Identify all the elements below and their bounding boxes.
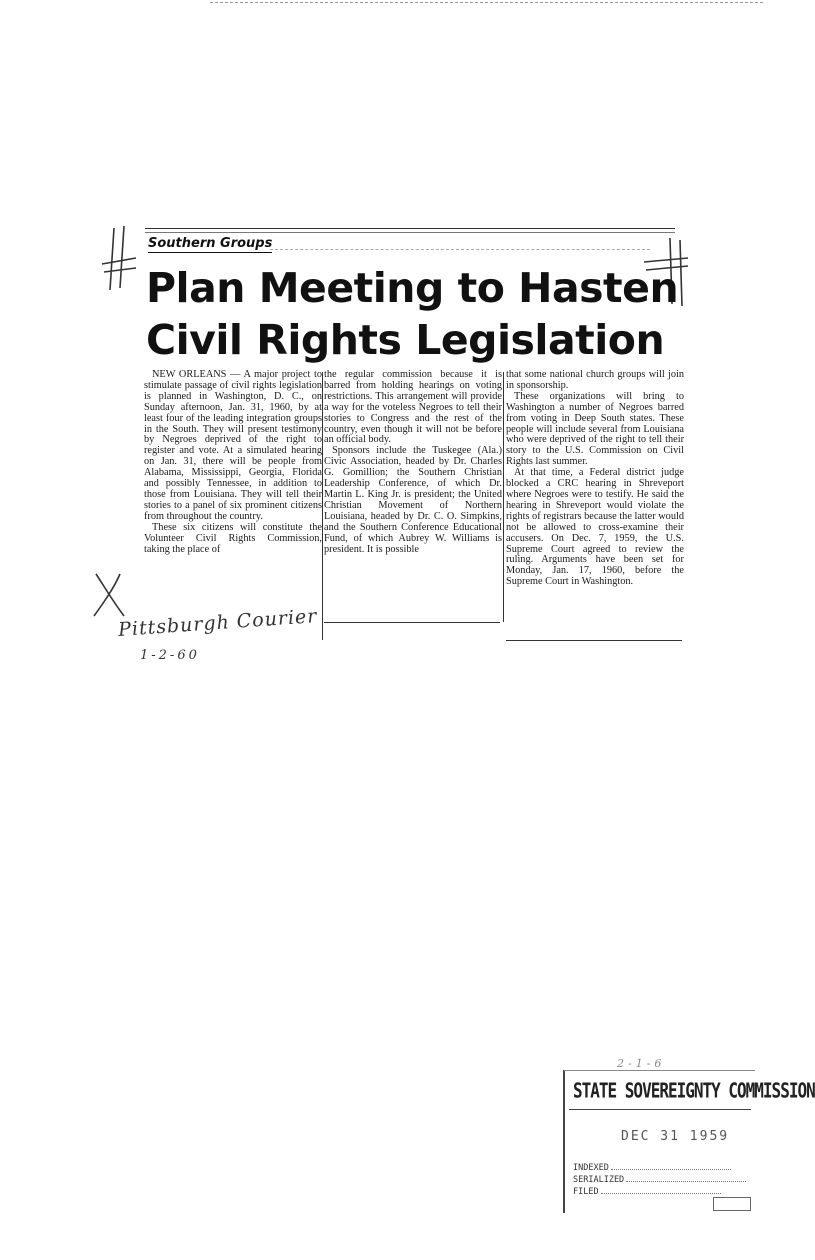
article-body bbox=[144, 370, 684, 642]
stamp-field-indexed bbox=[573, 1163, 731, 1173]
handwritten-source-note: Pittsburgh Courier bbox=[117, 605, 319, 641]
article-paragraph: Sponsors include the Tuskegee (Ala.) Civic Association, headed by Dr. Charles G. Gomillion; the Southern Christian Leadership Conference, of which Dr. Martin L. King Jr. is president; the United Christian Movement of Northern Louisiana, headed by Dr. C. O. Simpkins, and the Southern Conference Educational Fund, of which Aubrey W. Williams is president. It is possible bbox=[324, 445, 502, 555]
column-divider bbox=[322, 372, 323, 640]
handwritten-date-note: 1-2-60 bbox=[140, 648, 200, 663]
article-paragraph: that some national church groups will join in sponsorship. bbox=[506, 369, 684, 391]
column-bottom-rule bbox=[506, 640, 682, 641]
clipping-top-rule bbox=[145, 228, 675, 229]
commission-stamp bbox=[563, 1057, 815, 1213]
stamp-field-serialized bbox=[573, 1175, 746, 1185]
clipping-top-rule-thin bbox=[145, 232, 675, 233]
stamp-date: DEC 31 1959 bbox=[621, 1129, 730, 1144]
article-paragraph: These organizations will bring to Washington a number of Negroes barred from voting in Deep South states. These people will include several from Louisiana who were deprived of the right to tell their story to the U.S. Commission on Civil Rights last summer. bbox=[506, 390, 684, 468]
stamp-field-label: FILED bbox=[573, 1187, 599, 1197]
headline bbox=[146, 262, 686, 366]
headline-line-2: Civil Rights Legislation bbox=[146, 316, 665, 364]
column-bottom-rule bbox=[324, 622, 500, 623]
stamp-initial-box bbox=[713, 1197, 751, 1211]
article-paragraph: NEW ORLEANS — A major project to stimulate passage of civil rights legislation is planned in Washington, D. C., on Sunday afternoon, Jan. 31, 1960, by at least four of the leading integration groups in the South. They will present testimony by Negroes deprived of the right to register and vote. At a simulated hearing on Jan. 31, there will be people from Alabama, Mississippi, Georgia, Florida and possibly Tennessee, in addition to those from Louisiana. They will tell their stories to a panel of six prominent citizens from throughout the country. bbox=[144, 369, 322, 522]
headline-line-1: Plan Meeting to Hasten bbox=[146, 264, 679, 312]
article-paragraph: At that time, a Federal district judge blocked a CRC hearing in Shreveport where Negroes were to testify. He said the hearing in Shreveport would violate the rights of registrars because the latter would not be allowed to cross-examine their accusers. On Dec. 7, 1959, the U.S. Supreme Court agreed to review the ruling. Arguments have been set for Monday, Jan. 17, 1960, before the Supreme Court in Washington. bbox=[506, 467, 684, 588]
stamp-field-label: SERIALIZED bbox=[573, 1175, 625, 1185]
article-paragraph: These six citizens will constitute the Volunteer Civil Rights Commission, taking the place of bbox=[144, 521, 322, 555]
section-kicker: Southern Groups bbox=[148, 236, 273, 251]
stamp-title: STATE SOVEREIGNTY COMMISSION bbox=[573, 1078, 815, 1103]
stamp-field-filed bbox=[573, 1187, 721, 1197]
handwritten-x-mark bbox=[90, 570, 130, 620]
stamp-field-label: INDEXED bbox=[573, 1163, 609, 1173]
article-column-3 bbox=[506, 370, 684, 588]
handwritten-hash-mark-left bbox=[100, 224, 140, 294]
stamp-scribble: 2-1-6 bbox=[617, 1057, 666, 1070]
kicker-dotted-line bbox=[270, 249, 650, 250]
article-column-2 bbox=[324, 370, 502, 555]
article-column-1 bbox=[144, 370, 322, 555]
article-paragraph: the regular commission because it is barred from holding hearings on voting restrictions. This arrangement will provide a way for the voteless Negroes to tell their stories to Congress and the rest of the country, even though it will not be before an official body. bbox=[324, 369, 502, 446]
stamp-rule bbox=[569, 1109, 751, 1110]
top-dotted-edge bbox=[210, 2, 763, 3]
column-divider bbox=[503, 372, 504, 622]
